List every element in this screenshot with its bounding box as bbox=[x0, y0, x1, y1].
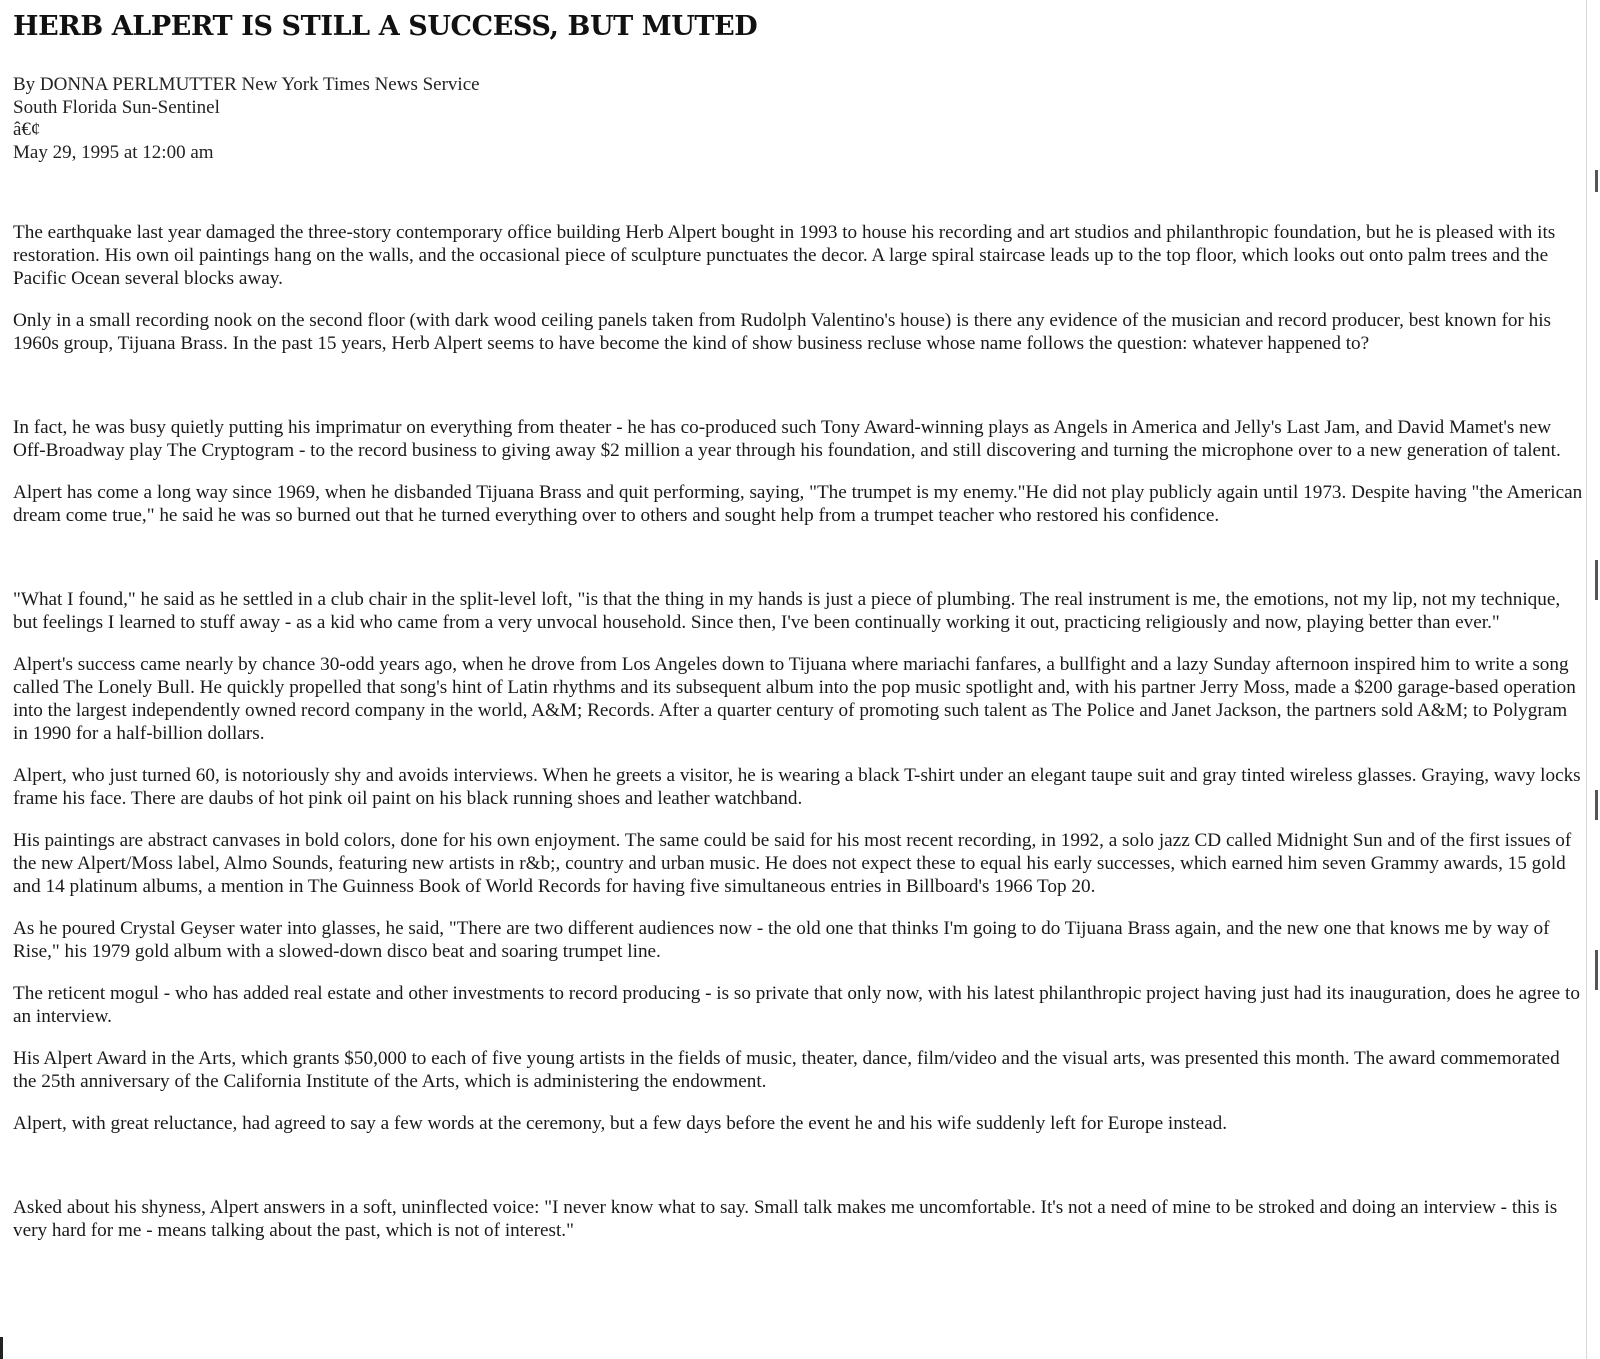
edge-mark bbox=[1595, 170, 1598, 192]
paragraph: Alpert's success came nearly by chance 30-odd years ago, when he drove from Los Angeles down to Tijuana where mariachi fanfares, a bullfight and a lazy Sunday afternoon inspired him to write a song called The Lonely Bull. He quickly propelled that song's hint of Latin rhythms and its subsequent album into the pop music spotlight and, with his partner Jerry Moss, made a $200 garage-based operation into the largest independently owned record company in the world, A&M; Records. After a quarter century of promoting such talent as The Police and Janet Jackson, the partners sold A&M; to Polygram in 1990 for a half-billion dollars. bbox=[13, 654, 1576, 745]
paragraph: His Alpert Award in the Arts, which grants $50,000 to each of five young artists in the fields of music, theater, dance, film/video and the visual arts, was presented this month. The award commemorated the 25th anniversary of the California Institute of the Arts, which is administering the endowment. bbox=[13, 1048, 1560, 1093]
paragraph-gap bbox=[13, 374, 1585, 416]
paragraph: Only in a small recording nook on the second floor (with dark wood ceiling panels taken from Rudolph Valentino's house) is there any evidence of the musician and record producer, best known for his 1960s group, Tijuana Brass. In the past 15 years, Herb Alpert seems to have become the kind of show business recluse whose name follows the question: whatever happened to? bbox=[13, 310, 1552, 355]
edge-mark bbox=[1595, 560, 1598, 600]
paragraph: In fact, he was busy quietly putting his imprimatur on everything from theater - he has co-produced such Tony Award-winning plays as Angels in America and Jelly's Last Jam, and David Mamet's new Off-Broadway play The Cryptogram - to the record business to giving away $2 million a year through his foundation, and still discovering and turning the microphone over to a new generation of talent. bbox=[13, 417, 1561, 462]
paragraph: As he poured Crystal Geyser water into glasses, he said, "There are two different audiences now - the old one that thinks I'm going to do Tijuana Brass again, and the new one that knows me by way of Rise," his 1979 gold album with a slowed-down disco beat and soaring trumpet line. bbox=[13, 918, 1550, 963]
paragraph-gap bbox=[13, 1154, 1585, 1196]
publication-name: South Florida Sun-Sentinel bbox=[13, 96, 220, 118]
paragraph: "What I found," he said as he settled in a club chair in the split-level loft, "is that the thing in my hands is just a piece of plumbing. The real instrument is me, the emotions, not my lip, not my technique, but feelings I learned to stuff away - as a kid who came from a very unvocal household. Since then, I've been continually working it out, practicing religiously and now, playing better than ever." bbox=[13, 589, 1561, 634]
paragraph: The earthquake last year damaged the three-story contemporary office building Herb Alpert bought in 1993 to house his recording and art studios and philanthropic foundation, but he is pleased with its restoration. His own oil paintings hang on the walls, and the occasional piece of sculpture punctuates the decor. A large spiral staircase leads up to the top floor, which looks out onto palm trees and the Pacific Ocean several blocks away. bbox=[13, 222, 1556, 290]
edge-mark bbox=[1595, 950, 1598, 990]
paragraph: His paintings are abstract canvases in bold colors, done for his own enjoyment. The same could be said for his most recent recording, in 1992, a solo jazz CD called Midnight Sun and of the first issues of the new Alpert/Moss label, Almo Sounds, featuring new artists in r&b;, country and urban music. He does not expect these to equal his early successes, which earned him seven Grammy awards, 15 gold and 14 platinum albums, a mention in The Guinness Book of World Records for having five simultaneous entries in Billboard's 1966 Top 20. bbox=[13, 830, 1572, 898]
dateline: May 29, 1995 at 12:00 am bbox=[13, 141, 214, 163]
meta-separator: â€¢ bbox=[13, 119, 41, 141]
window-left-edge bbox=[0, 1337, 3, 1359]
paragraph: Alpert, with great reluctance, had agreed to say a few words at the ceremony, but a few days before the event he and his wife suddenly left for Europe instead. bbox=[13, 1113, 1228, 1135]
article-body bbox=[13, 221, 1585, 1242]
paragraph-gap bbox=[13, 546, 1585, 588]
edge-mark bbox=[1595, 790, 1598, 820]
byline: By DONNA PERLMUTTER New York Times News Service bbox=[13, 74, 480, 95]
paragraph: Asked about his shyness, Alpert answers in a soft, uninflected voice: "I never know what to say. Small talk makes me uncomfortable. It's not a need of mine to be stroked and doing an interview - this is very hard for me - means talking about the past, which is not of interest." bbox=[13, 1197, 1558, 1242]
article-meta bbox=[13, 74, 1585, 164]
article-page bbox=[13, 0, 1585, 1261]
article-headline: HERB ALPERT IS STILL A SUCCESS, BUT MUTED bbox=[13, 11, 758, 42]
paragraph: Alpert, who just turned 60, is notoriously shy and avoids interviews. When he greets a visitor, he is wearing a black T-shirt under an elegant taupe suit and gray tinted wireless glasses. Graying, wavy locks frame his face. There are daubs of hot pink oil paint on his black running shoes and leather watchband. bbox=[13, 765, 1581, 810]
paragraph: Alpert has come a long way since 1969, when he disbanded Tijuana Brass and quit performing, saying, "The trumpet is my enemy."He did not play publicly again until 1973. Despite having "the American dream come true," he said he was so burned out that he turned everything over to others and sought help from a trumpet teacher who restored his confidence. bbox=[13, 482, 1583, 527]
paragraph: The reticent mogul - who has added real estate and other investments to record producing - is so private that only now, with his latest philanthropic project having just had its inauguration, does he agree to an interview. bbox=[13, 983, 1580, 1028]
window-edge bbox=[1586, 0, 1600, 1359]
